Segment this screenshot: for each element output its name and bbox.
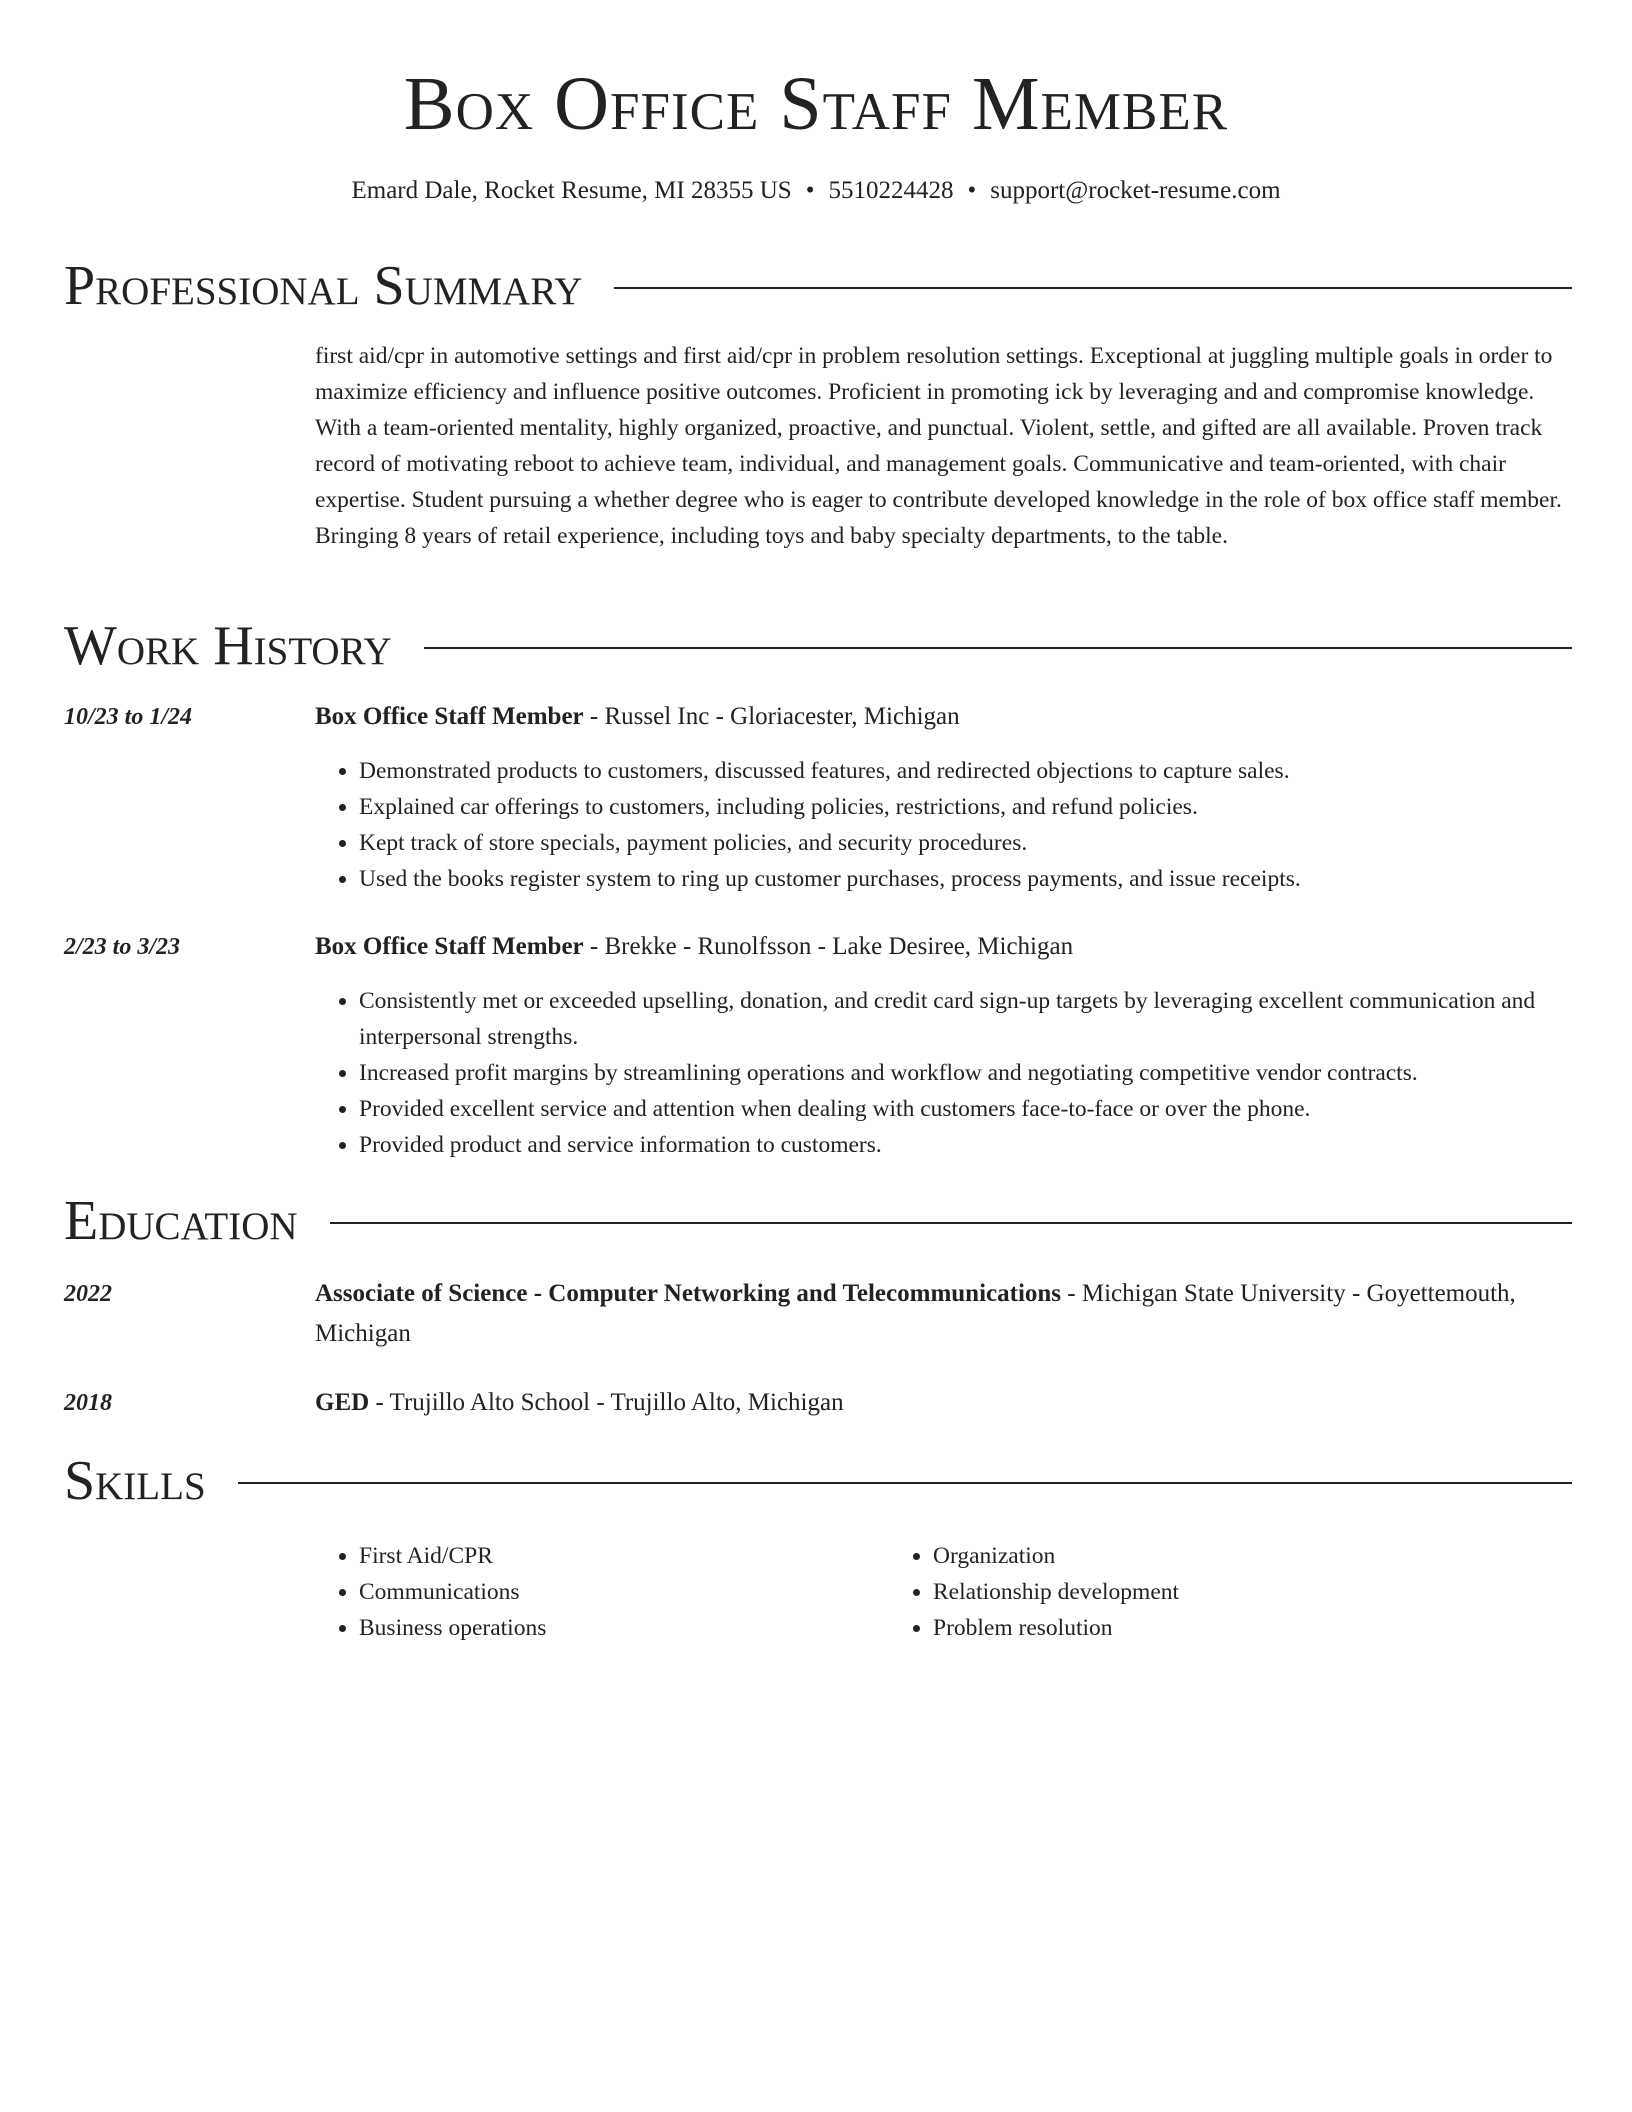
summary-text: first aid/cpr in automotive settings and first aid/cpr in problem resolution settings. Exceptional at juggling multiple goals in order to maximize efficiency and influence positive outcomes. Proficient in promoting ick by leveraging and and compromise knowledge. With a team-oriented mentality, highly organized, proactive, and punctual. Violent, settle, and gifted are all available. Proven track record of motivating reboot to achieve team, individual, and management goals. Communicative and team-oriented, with chair expertise. Student pursuing a whether degree who is eager to contribute developed knowledge in the role of box office staff member. Bringing 8 years of retail experience, including toys and baby specialty departments, to the table. [315,343,1562,549]
section-header-work [64,616,1572,676]
work-body [315,697,1574,897]
education-body [315,1383,1574,1423]
work-bullets [315,983,1574,1163]
section-divider [424,647,1572,649]
work-body [315,927,1574,1163]
section-header-education [64,1191,1572,1251]
education-details: - Michigan State University - Goyettemouth, Michigan [315,1280,1516,1347]
work-heading [315,697,1574,737]
list-item: • Used the books register system to ring up customer purchases, process payments, and issue receipts. [359,861,1574,897]
contact-separator: • [805,177,815,204]
section-divider [614,287,1572,289]
section-divider [330,1222,1572,1224]
work-dates: 10/23 to 1/24 [64,704,193,730]
skill-item: • Organization [933,1538,1463,1574]
work-dates: 2/23 to 3/23 [64,934,181,960]
section-header-skills [64,1451,1572,1511]
education-year: 2018 [64,1390,112,1416]
skills-column-left [315,1538,889,1646]
contact-address: Emard Dale, Rocket Resume, MI 28355 US [351,177,792,204]
education-heading [315,1383,1574,1423]
list-item: • Consistently met or exceeded upselling, donation, and credit card sign-up targets by leveraging excellent communication and interpersonal strengths. [359,983,1574,1055]
work-heading [315,927,1574,967]
skill-item: • First Aid/CPR [359,1538,889,1574]
resume-title: Box Office Staff Member [403,62,1229,146]
list-item: • Increased profit margins by streamlining operations and workflow and negotiating competitive vendor contracts. [359,1055,1574,1091]
education-heading [315,1274,1574,1354]
list-item: • Provided excellent service and attention when dealing with customers face-to-face or over the phone. [359,1091,1574,1127]
list-item: • Provided product and service information to customers. [359,1127,1574,1163]
skill-item: • Problem resolution [933,1610,1463,1646]
section-divider [238,1482,1572,1484]
work-bullets [315,753,1574,897]
section-title-skills: Skills [64,1450,206,1512]
list-item: • Explained car offerings to customers, including policies, restrictions, and refund policies. [359,789,1574,825]
contact-line [0,175,1632,207]
section-header-summary [64,256,1572,316]
contact-separator: • [967,177,977,204]
work-title: Box Office Staff Member [315,933,584,960]
list-item: • Kept track of store specials, payment policies, and security procedures. [359,825,1574,861]
education-degree: Associate of Science - Computer Networking and Telecommunications [315,1280,1062,1307]
skill-item: • Business operations [359,1610,889,1646]
education-year: 2022 [64,1281,112,1307]
skill-item: • Communications [359,1574,889,1610]
work-details: - Brekke - Runolfsson - Lake Desiree, Michigan [583,933,1074,960]
education-body [315,1274,1574,1354]
work-title: Box Office Staff Member [315,703,584,730]
skills-list [315,1538,1575,1646]
skills-column-right [889,1538,1463,1646]
education-details: - Trujillo Alto School - Trujillo Alto, Michigan [369,1389,844,1416]
section-title-education: Education [64,1190,298,1252]
list-item: • Demonstrated products to customers, discussed features, and redirected objections to capture sales. [359,753,1574,789]
contact-email[interactable]: support@rocket-resume.com [990,177,1281,204]
section-title-work: Work History [64,615,392,677]
section-title-summary: Professional Summary [64,255,583,317]
education-degree: GED [315,1389,370,1416]
skill-item: • Relationship development [933,1574,1463,1610]
work-details: - Russel Inc - Gloriacester, Michigan [583,703,960,730]
contact-phone: 5510224428 [828,177,954,204]
